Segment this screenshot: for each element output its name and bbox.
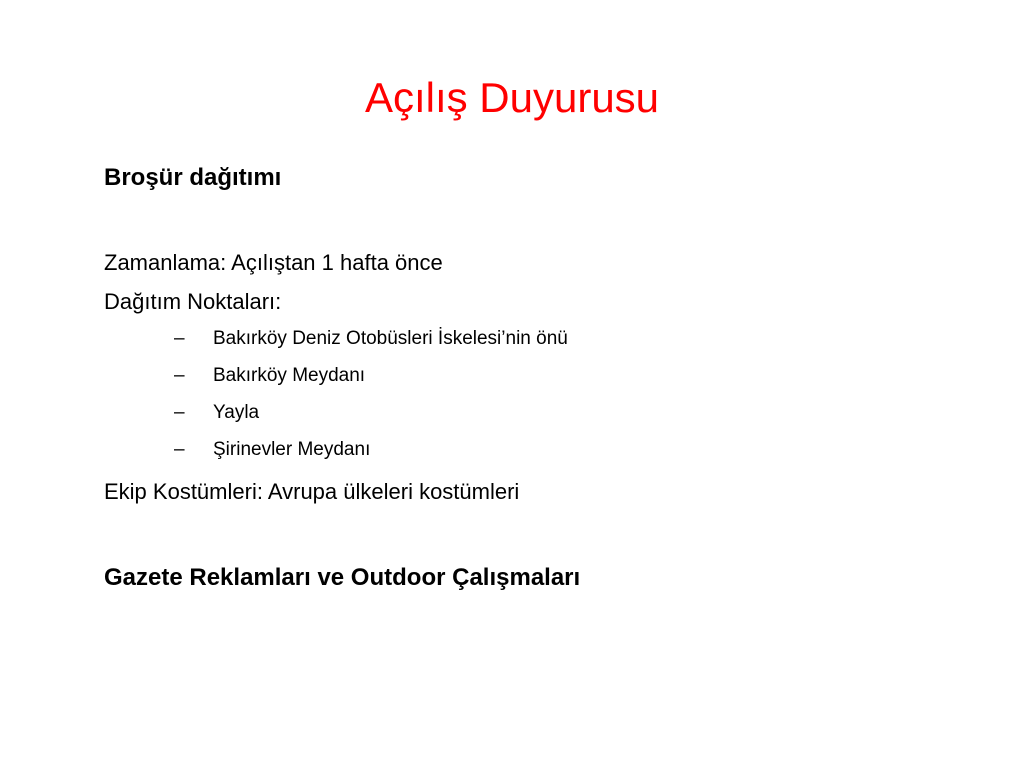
list-item bbox=[174, 326, 568, 363]
list-item bbox=[174, 437, 568, 474]
dash-bullet: – bbox=[174, 402, 185, 423]
distribution-label: Dağıtım Noktaları: bbox=[104, 289, 282, 314]
section-heading-ads: Gazete Reklamları ve Outdoor Çalışmaları bbox=[104, 564, 581, 591]
list-item bbox=[174, 400, 568, 437]
slide-title: Açılış Duyurusu bbox=[364, 74, 660, 121]
list-item-text: Yayla bbox=[213, 402, 260, 423]
timing-text: Zamanlama: Açılıştan 1 hafta önce bbox=[104, 250, 443, 275]
dash-bullet: – bbox=[174, 328, 185, 349]
dash-bullet: – bbox=[174, 365, 185, 386]
section-heading-brochure: Broşür dağıtımı bbox=[104, 164, 282, 191]
distribution-points-list bbox=[174, 326, 568, 474]
dash-bullet: – bbox=[174, 439, 185, 460]
costumes-text: Ekip Kostümleri: Avrupa ülkeleri kostümleri bbox=[104, 479, 520, 504]
list-item bbox=[174, 363, 568, 400]
list-item-text: Bakırköy Meydanı bbox=[213, 365, 366, 386]
list-item-text: Şirinevler Meydanı bbox=[213, 439, 371, 460]
list-item-text: Bakırköy Deniz Otobüsleri İskelesi’nin önü bbox=[213, 328, 568, 349]
